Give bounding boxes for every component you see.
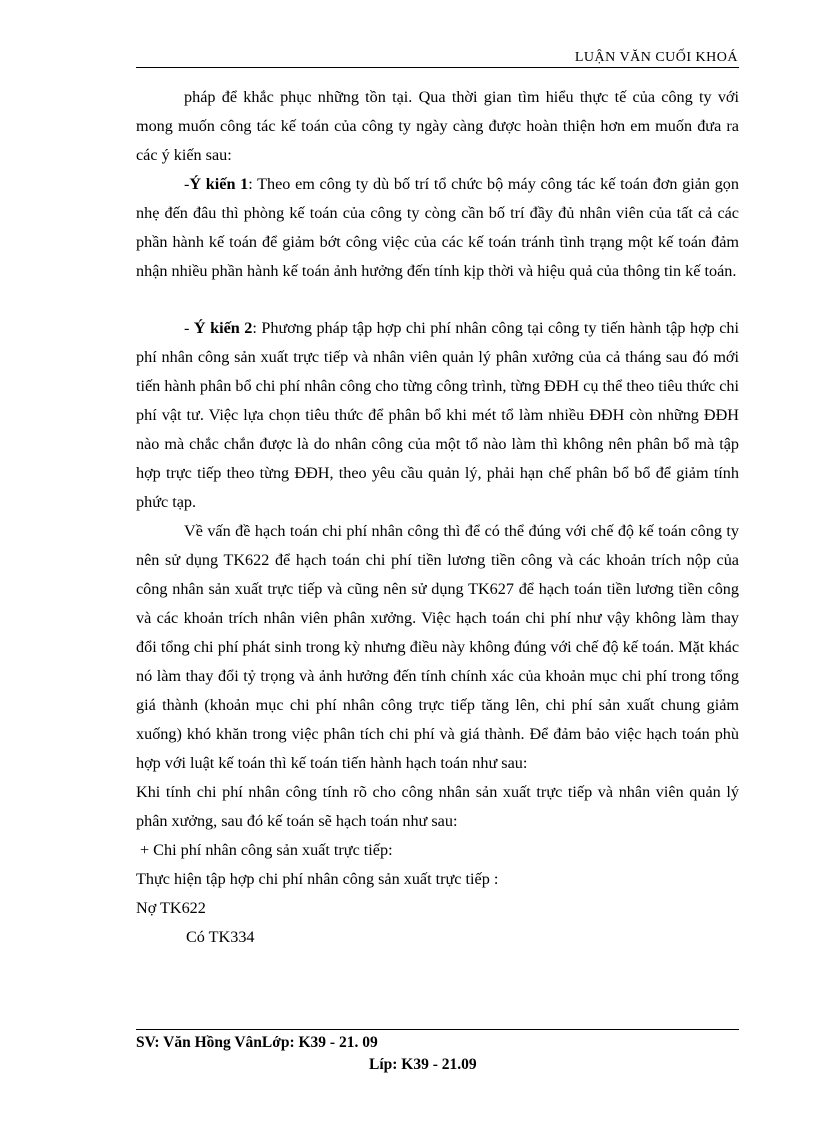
paragraph-accounting: Về vấn đề hạch toán chi phí nhân công thì để có thể đúng với chế độ kế toán công ty nên sử dụng TK622 để hạch toán chi phí tiền lương tiền công và các khoản trích nộp của công nhân sản xuất trực tiếp và cũng nên sử dụng TK627 để hạch toán tiền lương tiền công và các khoản trích nhân viên phân xưởng. Việc hạch toán chi phí như vậy không làm thay đổi tổng chi phí phát sinh trong kỳ nhưng điều này không đúng với chế độ kế toán. Mặt khác nó làm thay đổi tỷ trọng và ảnh hưởng đến tính chính xác của khoản mục chi phí trong tổng giá thành (khoản mục chi phí nhân công trực tiếp tăng lên, chi phí sản xuất chung giảm xuống) khó khăn trong việc phân tích chi phí và giá thành. Để đảm bảo việc hạch toán phù hợp với luật kế toán thì kế toán tiến hành hạch toán như sau: bbox=[136, 522, 739, 772]
paragraph-calculation: Khi tính chi phí nhân công tính rõ cho công nhân sản xuất trực tiếp và nhân viên quản lý phân xưởng, sau đó kế toán sẽ hạch toán như sau: bbox=[136, 783, 739, 830]
paragraph-intro: pháp để khắc phục những tồn tại. Qua thời gian tìm hiểu thực tế của công ty với mong muốn công tác kế toán của công ty ngày càng được hoàn thiện hơn em muốn đưa ra các ý kiến sau: bbox=[136, 88, 739, 164]
credit-entry: Có TK334 bbox=[186, 928, 255, 946]
body-text bbox=[136, 83, 739, 952]
header-divider bbox=[136, 67, 739, 68]
footer-class: Líp: K39 - 21.09 bbox=[369, 1056, 477, 1073]
opinion-1-label: Ý kiến 1 bbox=[189, 175, 249, 193]
header-title: LUẬN VĂN CUỐI KHOÁ bbox=[574, 50, 738, 65]
opinion-2-label: Ý kiến 2 bbox=[193, 319, 253, 337]
opinion-2-text: : Phương pháp tập hợp chi phí nhân công tại công ty tiến hành tập hợp chi phí nhân công sản xuất trực tiếp và nhân viên quản lý phân xưởng của cả tháng sau đó mới tiến hành phân bổ chi phí nhân công cho từng công trình, từng ĐĐH cụ thể theo tiêu thức chi phí vật tư. Việc lựa chọn tiêu thức để phân bổ khi mét tổ làm nhiều ĐĐH còn những ĐĐH nào mà chắc chắn được là do nhân công của một tổ nào làm thì không nên phân bổ mà tập hợp trực tiếp theo từng ĐĐH, theo yêu cầu quản lý, phải hạn chế phân bổ bổ để giảm tính phức tạp. bbox=[136, 319, 740, 511]
footer-divider bbox=[136, 1029, 739, 1030]
footer-student: SV: Văn Hồng VânLớp: K39 - 21. 09 bbox=[136, 1034, 378, 1051]
paragraph-direct-labor: + Chi phí nhân công sản xuất trực tiếp: bbox=[140, 841, 393, 859]
paragraph-opinion-1 bbox=[136, 170, 739, 286]
debit-entry: Nợ TK622 bbox=[136, 899, 206, 917]
paragraph-gap bbox=[136, 286, 739, 314]
opinion-1-text: : Theo em công ty dù bố trí tổ chức bộ máy công tác kế toán đơn giản gọn nhẹ đến đâu thì phòng kế toán của công ty còng cần bố trí đầy đủ nhân viên của tất cả các phần hành kế toán để giảm bớt công việc của các kế toán tránh tình trạng một kế toán đảm nhận nhiều phần hành kế toán ảnh hưởng đến tính kịp thời và hiệu quả của thông tin kế toán. bbox=[136, 175, 739, 280]
opinion-2-prefix: - bbox=[184, 319, 194, 337]
paragraph-collect: Thực hiện tập hợp chi phí nhân công sản xuất trực tiếp : bbox=[136, 870, 499, 888]
paragraph-opinion-2 bbox=[136, 314, 739, 517]
opinion-1-prefix: - bbox=[184, 175, 190, 193]
